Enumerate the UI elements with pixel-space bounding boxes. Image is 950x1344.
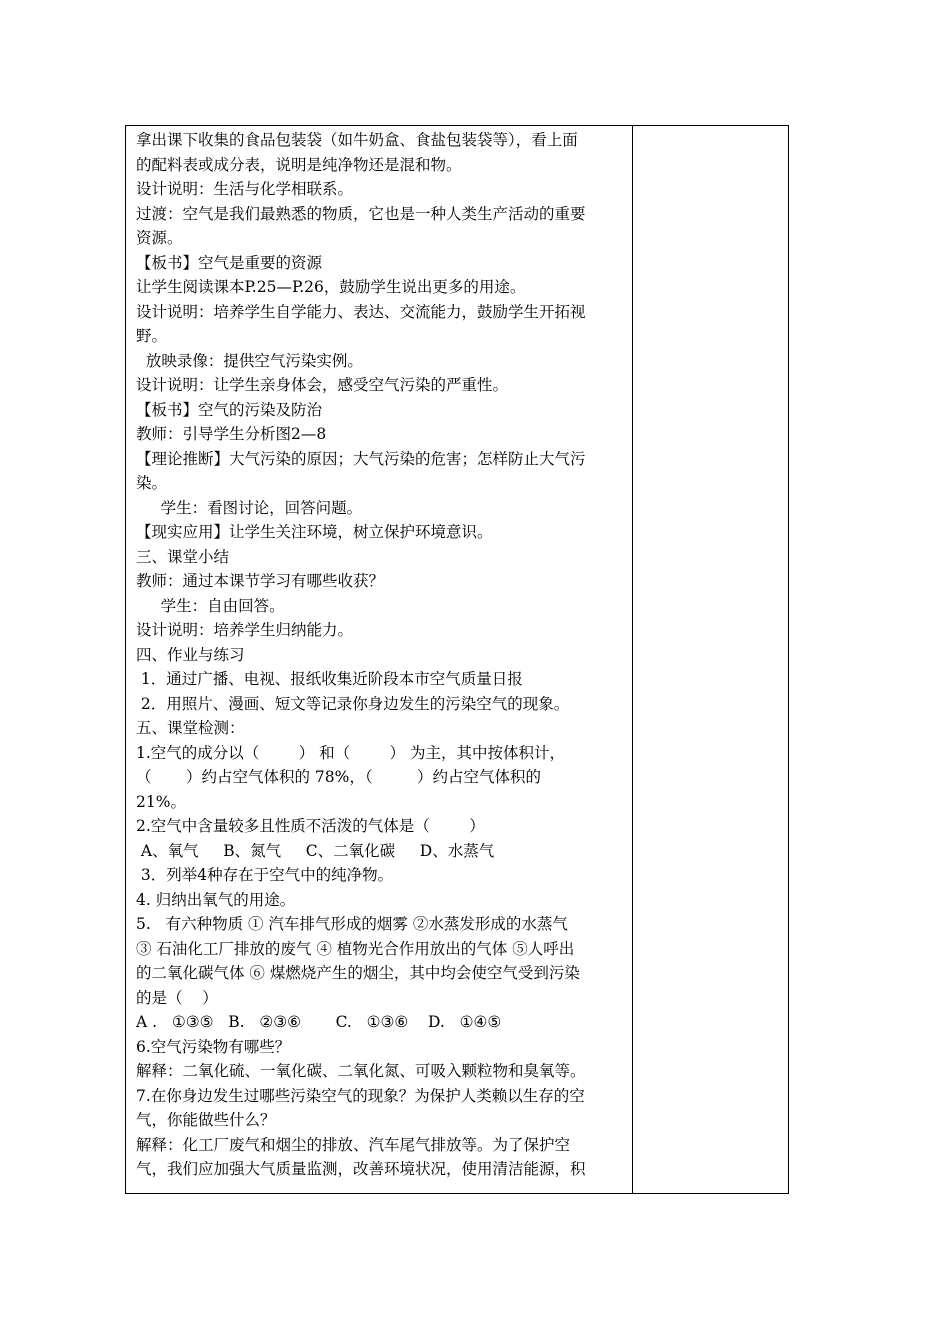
text-line: 五、课堂检测： xyxy=(136,719,245,737)
text-line: 【板书】空气的污染及防治 xyxy=(136,400,323,419)
text-line: 学生：自由回答。 xyxy=(136,596,285,615)
text-line: 气，你能做些什么？ xyxy=(136,1111,276,1129)
text-line: 染。 xyxy=(136,474,168,492)
text-line: 设计说明：培养学生自学能力、表达、交流能力，鼓励学生开拓视 xyxy=(136,302,586,321)
text-line: 1．通过广播、电视、报纸收集近阶段本市空气质量日报 xyxy=(136,670,523,688)
text-line: 教师：引导学生分析图2—8 xyxy=(136,425,327,443)
text-line: 解释：化工厂废气和烟尘的排放、汽车尾气排放等。为了保护空 xyxy=(136,1135,571,1154)
text-line: 【板书】空气是重要的资源 xyxy=(136,253,323,272)
text-line: 1.空气的成分以（ ） 和（ ） 为主，其中按体积计， xyxy=(136,743,565,762)
text-line: 野。 xyxy=(136,327,168,345)
text-line: 让学生阅读课本P.25—P.26，鼓励学生说出更多的用途。 xyxy=(136,278,526,296)
text-line: 2．用照片、漫画、短文等记录你身边发生的污染空气的现象。 xyxy=(136,694,570,713)
text-line: 四、作业与练习 xyxy=(136,645,245,664)
text-line: 三、课堂小结 xyxy=(136,547,230,566)
text-line: A、氧气 B、氮气 C、二氧化碳 D、水蒸气 xyxy=(136,841,495,860)
text-line: 放映录像：提供空气污染实例。 xyxy=(136,351,363,370)
text-line: 设计说明：生活与化学相联系。 xyxy=(136,180,354,198)
notes-cell xyxy=(633,126,788,1193)
text-line: 【现实应用】让学生关注环境，树立保护环境意识。 xyxy=(136,523,493,541)
text-line: 3．列举4种存在于空气中的纯净物。 xyxy=(136,866,394,884)
text-line: 设计说明：让学生亲身体会，感受空气污染的严重性。 xyxy=(136,376,509,394)
text-line: 解释：二氧化硫、一氧化碳、二氧化氮、可吸入颗粒物和臭氧等。 xyxy=(136,1062,586,1080)
text-line: 5. 有六种物质 ① 汽车排气形成的烟雾 ②水蒸发形成的水蒸气 xyxy=(136,915,568,933)
text-line: 学生：看图讨论，回答问题。 xyxy=(136,498,363,517)
text-line: 6.空气污染物有哪些？ xyxy=(136,1037,291,1056)
text-line: 过渡：空气是我们最熟悉的物质，它也是一种人类生产活动的重要 xyxy=(136,204,586,223)
text-line: 的二氧化碳气体 ⑥ 煤燃烧产生的烟尘，其中均会使空气受到污染 xyxy=(136,964,580,982)
text-line: 【理论推断】大气污染的原因；大气污染的危害；怎样防止大气污 xyxy=(136,449,586,468)
text-line: 的配料表或成分表，说明是纯净物还是混和物。 xyxy=(136,155,462,174)
text-line: 气，我们应加强大气质量监测，改善环境状况，使用清洁能源，积 xyxy=(136,1160,586,1178)
text-line: 教师：通过本课节学习有哪些收获？ xyxy=(136,572,385,590)
text-line: 资源。 xyxy=(136,229,183,247)
lesson-content-cell xyxy=(126,126,633,1193)
text-line: 2.空气中含量较多且性质不活泼的气体是（ ） xyxy=(136,817,485,835)
text-line: 7.在你身边发生过哪些污染空气的现象？为保护人类赖以生存的空 xyxy=(136,1086,585,1105)
text-line: A . ①③⑤ B. ②③⑥ C. ①③⑥ D. ①④⑤ xyxy=(136,1013,502,1031)
text-line: （ ）约占空气体积的 78%，（ ）约占空气体积的 xyxy=(136,768,541,786)
text-line: 设计说明：培养学生归纳能力。 xyxy=(136,621,354,639)
text-line: 4. 归纳出氧气的用途。 xyxy=(136,890,296,909)
text-line: 拿出课下收集的食品包装袋（如牛奶盒、食盐包装袋等），看上面 xyxy=(136,131,578,149)
lesson-table xyxy=(125,125,789,1194)
text-line: 的是（ ） xyxy=(136,988,218,1007)
text-line: 21%。 xyxy=(136,792,186,811)
text-line: ③ 石油化工厂排放的废气 ④ 植物光合作用放出的气体 ⑤人呼出 xyxy=(136,939,575,958)
